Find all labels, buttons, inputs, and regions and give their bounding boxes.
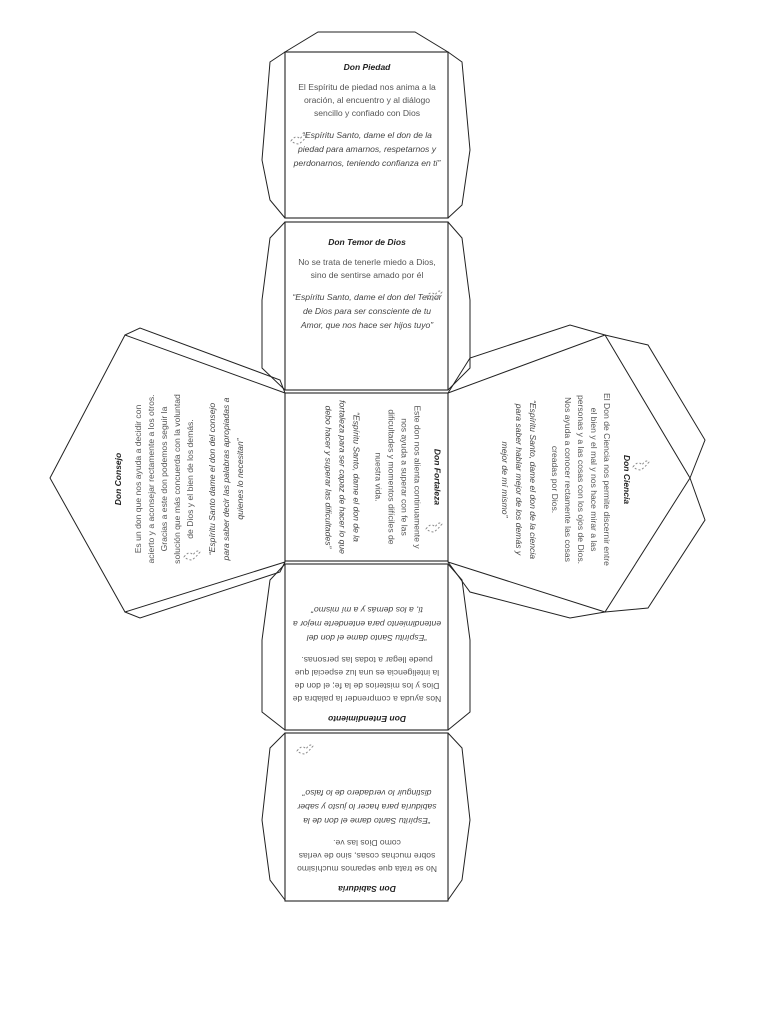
glue-flap-top [285, 32, 448, 52]
glue-flap-piedad-left [262, 52, 285, 218]
dove-icon [183, 548, 201, 562]
pentagon-consejo-flap [125, 328, 285, 393]
dove-icon [290, 132, 308, 146]
face-temor [292, 237, 442, 332]
face-body: Este don nos alienta continuamente y nos ayuda a superar con fe las dificultades y momentos difíciles de nuestra vida. [373, 405, 423, 549]
face-prayer: “Espíritu Santo dame el don de la sabiduría para hacer lo justo y saber distinguir lo verdadero de lo falso” [297, 788, 437, 826]
glue-flap-piedad-right [448, 52, 470, 218]
dove-icon [296, 742, 314, 756]
face-title: Don Sabiduría [338, 884, 396, 894]
face-title: Don Entendimiento [328, 714, 406, 724]
dove-icon [425, 520, 443, 534]
glue-flap-sabiduria-left [262, 733, 285, 900]
pentagon-ciencia-flap-top [448, 325, 605, 393]
dove-icon [632, 458, 650, 472]
face-title: Don Ciencia [622, 454, 632, 505]
face-title: Don Piedad [343, 62, 391, 72]
face-prayer: “Espíritu Santo, dame el don de la piedad para amarnos, respetarnos y perdonarnos, teniendo confianza en ti” [293, 130, 441, 168]
face-prayer: “Espíritu Santo, dame el don de la ciencia para saber hablar mejor de los demás y mejor de mí mismo” [500, 399, 538, 560]
face-title: Don Consejo [113, 452, 123, 506]
face-body: El Espíritu de piedad nos anima a la oración, al encuentro y al diálogo sencillo y confiado con Dios [298, 82, 436, 118]
face-prayer: “Espíritu Santo, dame el don de la fortaleza para ser capaz de hacer lo que debo hacer y superar las dificultades” [323, 400, 362, 554]
face-body: No se trata de tenerle miedo a Dios, sino de sentirse amado por él [298, 257, 436, 280]
face-title: Don Fortaleza [432, 448, 443, 506]
glue-flap-entendimiento-left [262, 564, 285, 730]
face-sabiduria [292, 740, 442, 894]
face-prayer: “Espíritu Santo, dame el don del Temor de Dios para ser consciente de tu Amor, que nos hace ser hijos tuyo” [292, 292, 442, 330]
face-fortaleza [291, 400, 443, 555]
face-prayer: “Espíritu Santo dame el don del entendimiento para entenderte mejor a ti, a los demás y a mí mismo” [292, 605, 442, 643]
glue-flap-sabiduria-right [448, 733, 470, 900]
glue-flap-temor-right [448, 222, 470, 390]
face-body: Nos ayuda a comprender la palabra de Dios y los misterios de la fe; el don de la inteligencia es una luz especial que puede llegar a todas las personas. [292, 655, 442, 704]
dove-icon [425, 288, 443, 302]
face-entendimiento [292, 570, 442, 724]
face-ciencia [497, 392, 632, 567]
pentagon-consejo-flap-bottom [125, 562, 285, 618]
face-piedad [292, 62, 442, 170]
glue-flap-temor-left [262, 222, 285, 390]
face-title: Don Temor de Dios [328, 237, 406, 247]
face-body: El Don de Ciencia nos permite discernir entre el bien y el mal y nos hace mirar a las personas y a las cosas con los ojos de Dios. Nos ayuda a conocer rectamente las cosas creadas por Dios. [550, 393, 612, 566]
pentagon-ciencia-flap-bottom [448, 562, 605, 618]
face-body: No se trata que sepamos muchísimo sobre muchas cosas, sino de verlas como Dios las ve. [297, 838, 437, 874]
face-prayer: “Espíritu Santo dame el don del consejo para saber decir las palabras apropiadas a quienes lo necesitan” [207, 397, 245, 561]
face-body: Es un don que nos ayuda a decidir con acierto y a aconsejar rectamente a los otros. Gracias a este don podemos seguir la solución que más concuerda con la voluntad de Dios y el bien de los demás. [133, 394, 195, 564]
face-consejo [113, 394, 245, 564]
glue-flap-entendimiento-right [448, 564, 470, 730]
